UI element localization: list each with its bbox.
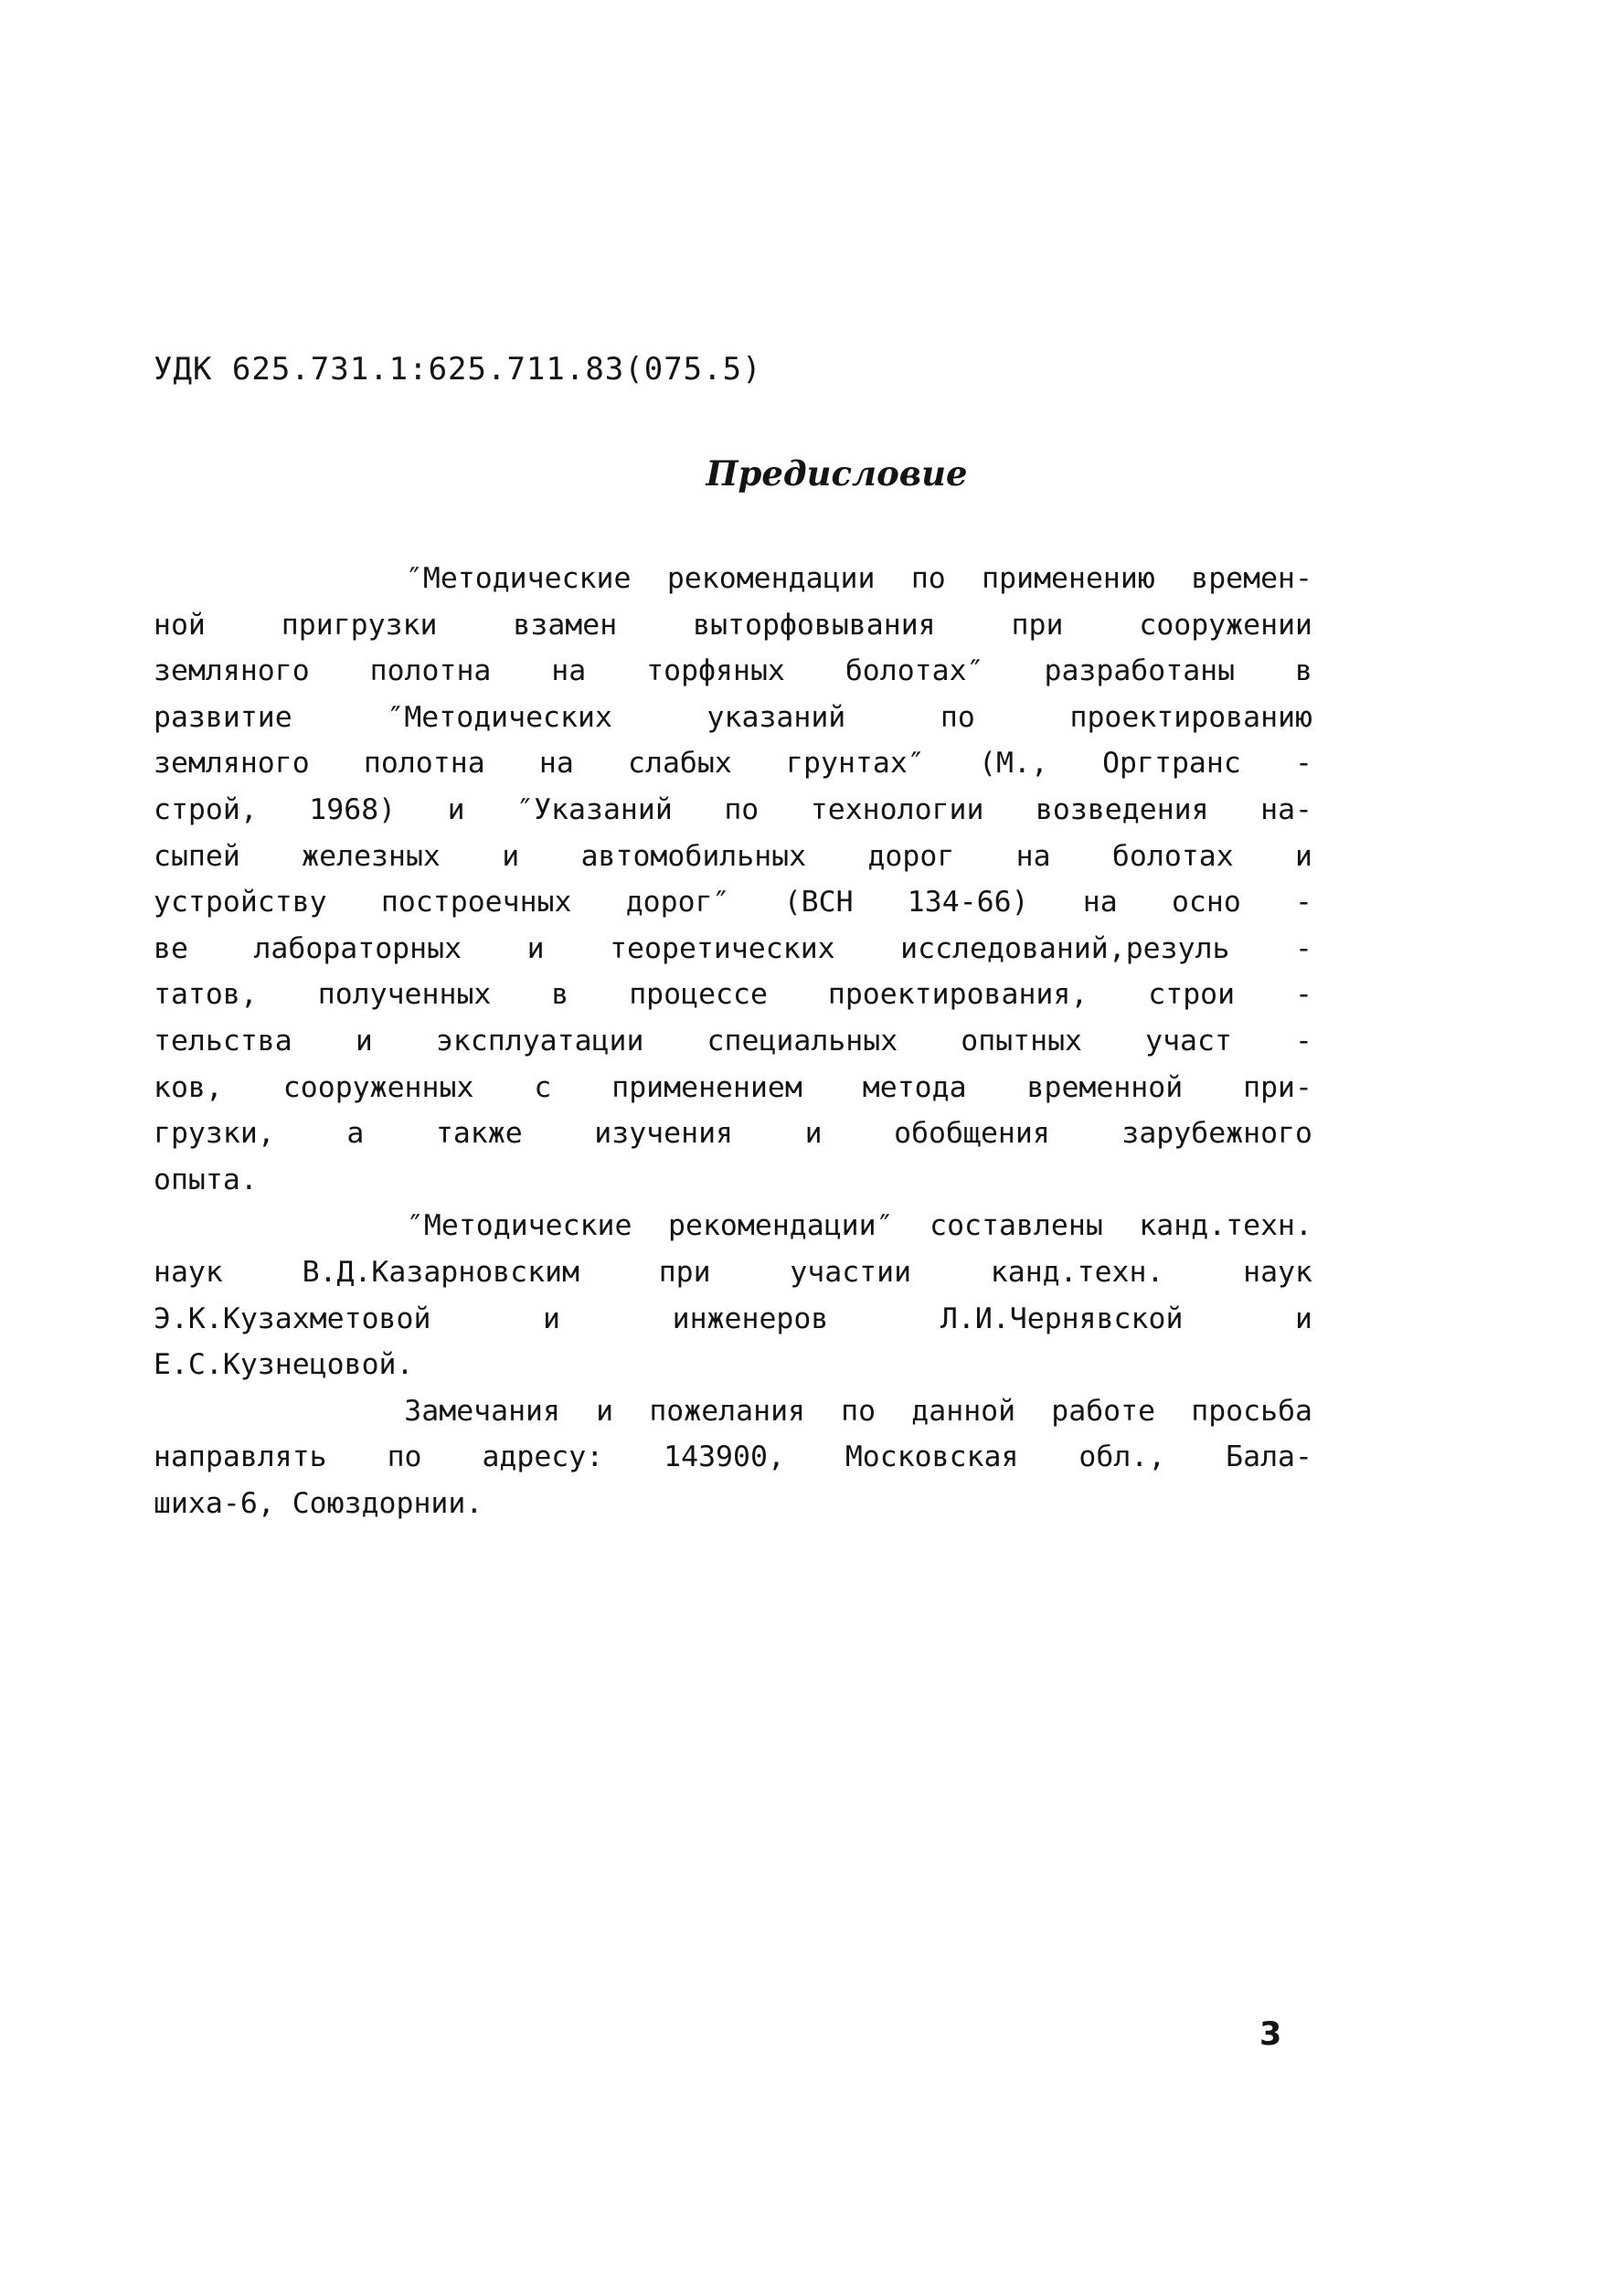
paragraph-1-line: устройству построечных дорог″ (ВСН 134-66) на осно - [154,886,1312,919]
paragraph-3-line: шиха-6, Союздорнии. [154,1486,483,1520]
paragraph-2-line: Е.С.Кузнецовой. [154,1348,414,1382]
paragraph-1-line: ″Методические рекомендации по применению времен- [154,562,1312,595]
page-number: 3 [1259,2016,1282,2053]
paragraph-2-line: наук В.Д.Казарновским при участии канд.техн. наук [154,1255,1312,1289]
paragraph-1-line: ве лабораторных и теоретических исследований,резуль - [154,931,1312,965]
udk-code: УДК 625.731.1:625.711.83(075.5) [154,351,762,388]
paragraph-2-line: ″Методические рекомендации″ составлены канд.техн. [154,1209,1312,1243]
paragraph-1-line: развитие ″Методических указаний по проектированию [154,700,1312,734]
paragraph-1-line: тельства и эксплуатации специальных опытных участ - [154,1024,1312,1058]
paragraph-3-line: Замечания и пожелания по данной работе просьба [154,1394,1312,1428]
paragraph-2-line: Э.К.Кузахметовой и инженеров Л.И.Чернявской и [154,1302,1312,1335]
paragraph-1-line: татов, полученных в процессе проектирования, строи - [154,978,1312,1012]
paragraph-1-line: опыта. [154,1163,258,1196]
paragraph-1-line: земляного полотна на слабых грунтах″ (М., Оргтранс - [154,747,1312,781]
paragraph-1-line: строй, 1968) и ″Указаний по технологии возведения на- [154,792,1312,826]
paragraph-1-line: ной пригрузки взамен выторфовывания при сооружении [154,608,1312,642]
preface-body [154,556,1312,1526]
page-heading: Предисловие [706,453,968,494]
paragraph-1-line: земляного полотна на торфяных болотах″ разработаны в [154,654,1312,688]
paragraph-1-line: ков, сооруженных с применением метода временной при- [154,1070,1312,1104]
paragraph-3-line: направлять по адресу: 143900, Московская обл., Бала- [154,1440,1312,1474]
paragraph-1-line: грузки, а также изучения и обобщения зарубежного [154,1117,1312,1151]
paragraph-1-line: сыпей железных и автомобильных дорог на болотах и [154,839,1312,873]
